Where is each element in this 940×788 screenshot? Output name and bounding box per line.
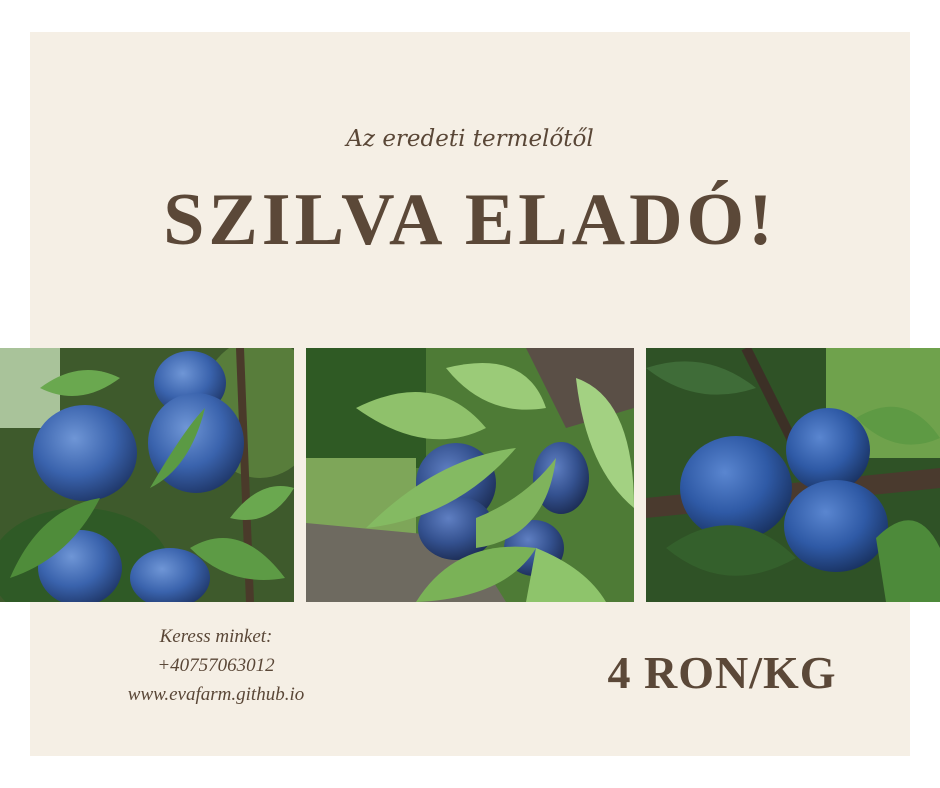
- page-title: SZILVA ELADÓ!: [163, 179, 777, 261]
- price-label: [560, 646, 884, 699]
- subtitle: Az eredeti termelőtől: [346, 126, 594, 152]
- plums-photo-1: [0, 348, 294, 602]
- price-amount: 4: [607, 647, 632, 698]
- phone-number[interactable]: +40757063012: [157, 655, 275, 676]
- photo-strip: [0, 348, 940, 602]
- contact-label: Keress minket:: [159, 626, 273, 647]
- website-link[interactable]: www.evafarm.github.io: [127, 684, 305, 705]
- price-unit: RON/KG: [643, 647, 837, 698]
- contact-block: [98, 622, 334, 709]
- plums-photo-3: [646, 348, 940, 602]
- plums-photo-2: [306, 348, 634, 602]
